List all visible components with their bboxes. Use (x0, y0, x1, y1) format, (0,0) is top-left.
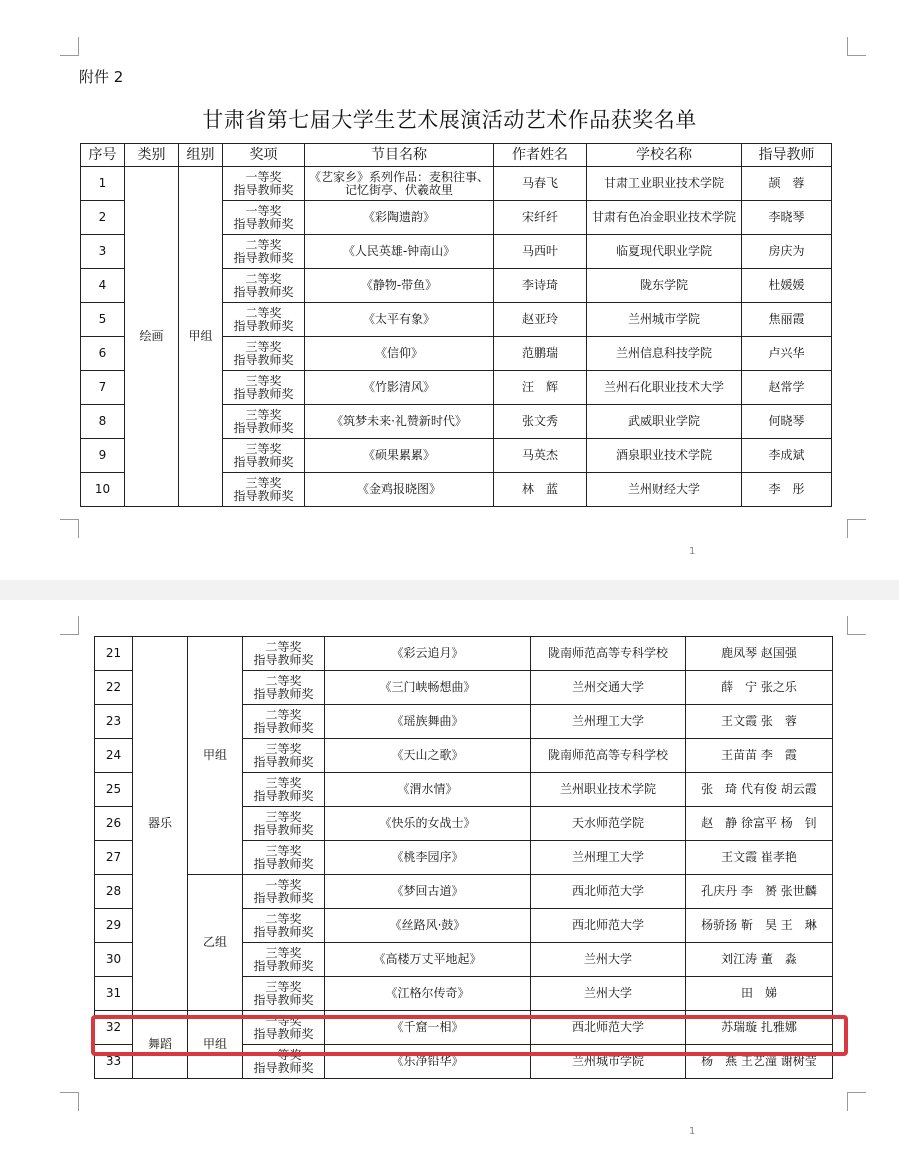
cell-group: 乙组 (188, 875, 243, 1011)
cell-teacher: 王文霞 张 蓉 (686, 705, 833, 739)
cell-award: 二等奖 指导教师奖 (243, 671, 325, 705)
cell-school: 兰州财经大学 (587, 473, 742, 507)
cell-award: 三等奖 指导教师奖 (243, 943, 325, 977)
table-row (95, 875, 833, 909)
cell-school: 兰州城市学院 (531, 1045, 686, 1079)
cell-work: 《天山之歌》 (325, 739, 531, 773)
crop-mark (847, 519, 866, 538)
cell-author: 范鹏瑞 (494, 337, 587, 371)
cell-no: 2 (81, 201, 125, 235)
cell-work: 《静物-带鱼》 (305, 269, 494, 303)
table-row (95, 637, 833, 671)
cell-school: 兰州理工大学 (531, 705, 686, 739)
cell-work: 《筑梦未来·礼赞新时代》 (305, 405, 494, 439)
cell-school: 武威职业学院 (587, 405, 742, 439)
cell-school: 陇南师范高等专科学校 (531, 739, 686, 773)
row-highlight-box (91, 1015, 848, 1056)
cell-school: 兰州职业技术学院 (531, 773, 686, 807)
cell-group: 甲组 (179, 167, 223, 507)
cell-author: 张文秀 (494, 405, 587, 439)
cell-work: 《艺家乡》系列作品：麦积往事、记忆街亭、伏羲故里 (305, 167, 494, 201)
cell-no: 4 (81, 269, 125, 303)
cell-award: 三等奖 指导教师奖 (243, 773, 325, 807)
crop-mark (60, 37, 79, 56)
award-table-1 (80, 143, 832, 507)
cell-work: 《彩陶遗韵》 (305, 201, 494, 235)
cell-teacher: 颉 蓉 (742, 167, 832, 201)
cell-school: 陇南师范高等专科学校 (531, 637, 686, 671)
cell-work: 《三门峡畅想曲》 (325, 671, 531, 705)
crop-mark (847, 1092, 866, 1111)
cell-award: 二等奖 指导教师奖 (243, 909, 325, 943)
cell-no: 31 (95, 977, 133, 1011)
cell-work: 《快乐的女战士》 (325, 807, 531, 841)
cell-award: 三等奖 指导教师奖 (223, 371, 305, 405)
cell-work: 《信仰》 (305, 337, 494, 371)
cell-work: 《丝路风·鼓》 (325, 909, 531, 943)
cell-school: 酒泉职业技术学院 (587, 439, 742, 473)
cell-teacher: 赵常学 (742, 371, 832, 405)
cell-teacher: 鹿凤琴 赵国强 (686, 637, 833, 671)
cell-award: 三等奖 指导教师奖 (243, 739, 325, 773)
cell-author: 马西叶 (494, 235, 587, 269)
cell-teacher: 房庆为 (742, 235, 832, 269)
cell-school: 兰州城市学院 (587, 303, 742, 337)
cell-teacher: 王文霞 崔孝艳 (686, 841, 833, 875)
cell-group: 甲组 (188, 637, 243, 875)
cell-no: 5 (81, 303, 125, 337)
header-school: 学校名称 (587, 144, 742, 167)
cell-award: 一等奖 指导教师奖 (243, 1045, 325, 1079)
table-row (81, 167, 832, 201)
cell-work: 《渭水情》 (325, 773, 531, 807)
cell-award: 二等奖 指导教师奖 (223, 269, 305, 303)
header-author: 作者姓名 (494, 144, 587, 167)
cell-teacher: 张 琦 代有俊 胡云霞 (686, 773, 833, 807)
cell-school: 兰州信息科技学院 (587, 337, 742, 371)
cell-award: 三等奖 指导教师奖 (223, 337, 305, 371)
cell-author: 马英杰 (494, 439, 587, 473)
cell-group: 甲组 (188, 1011, 243, 1079)
cell-teacher: 何晓琴 (742, 405, 832, 439)
crop-mark (60, 616, 79, 635)
cell-author: 马春飞 (494, 167, 587, 201)
cell-no: 9 (81, 439, 125, 473)
cell-school: 陇东学院 (587, 269, 742, 303)
cell-author: 赵亚玲 (494, 303, 587, 337)
cell-author: 宋纤纤 (494, 201, 587, 235)
cell-award: 二等奖 指导教师奖 (243, 705, 325, 739)
cell-teacher: 李晓琴 (742, 201, 832, 235)
cell-teacher: 卢兴华 (742, 337, 832, 371)
cell-work: 《竹影清风》 (305, 371, 494, 405)
cell-work: 《太平有象》 (305, 303, 494, 337)
crop-mark (847, 616, 866, 635)
cell-teacher: 杨骄扬 靳 昊 王 琳 (686, 909, 833, 943)
cell-school: 兰州理工大学 (531, 841, 686, 875)
cell-school: 甘肃有色冶金职业技术学院 (587, 201, 742, 235)
cell-author: 林 蓝 (494, 473, 587, 507)
cell-no: 24 (95, 739, 133, 773)
cell-no: 10 (81, 473, 125, 507)
crop-mark (60, 1092, 79, 1111)
cell-work: 《梦回古道》 (325, 875, 531, 909)
cell-school: 西北师范大学 (531, 875, 686, 909)
crop-mark (847, 37, 866, 56)
cell-teacher: 焦丽霞 (742, 303, 832, 337)
cell-school: 兰州大学 (531, 977, 686, 1011)
cell-work: 《江格尔传奇》 (325, 977, 531, 1011)
cell-no: 33 (95, 1045, 133, 1079)
header-group: 组别 (179, 144, 223, 167)
page-title: 甘肃省第七届大学生艺术展演活动艺术作品获奖名单 (202, 108, 697, 132)
cell-category: 舞蹈 (133, 1011, 188, 1079)
cell-work: 《硕果累累》 (305, 439, 494, 473)
cell-author: 李诗琦 (494, 269, 587, 303)
cell-teacher: 薛 宁 张之乐 (686, 671, 833, 705)
cell-no: 30 (95, 943, 133, 977)
cell-work: 《乐净铅华》 (325, 1045, 531, 1079)
cell-no: 23 (95, 705, 133, 739)
cell-work: 《高楼万丈平地起》 (325, 943, 531, 977)
cell-award: 三等奖 指导教师奖 (223, 473, 305, 507)
cell-work: 《彩云追月》 (325, 637, 531, 671)
cell-work: 《桃李园序》 (325, 841, 531, 875)
cell-teacher: 刘江涛 董 淼 (686, 943, 833, 977)
page-number: 1 (689, 1126, 696, 1137)
cell-award: 二等奖 指导教师奖 (223, 303, 305, 337)
cell-award: 二等奖 指导教师奖 (223, 235, 305, 269)
cell-no: 26 (95, 807, 133, 841)
cell-author: 汪 辉 (494, 371, 587, 405)
cell-school: 兰州石化职业技术大学 (587, 371, 742, 405)
document-page-1 (0, 0, 899, 580)
cell-school: 兰州大学 (531, 943, 686, 977)
cell-school: 甘肃工业职业技术学院 (587, 167, 742, 201)
document-page-2 (0, 600, 899, 1170)
cell-no: 29 (95, 909, 133, 943)
cell-award: 一等奖 指导教师奖 (243, 875, 325, 909)
cell-work: 《瑶族舞曲》 (325, 705, 531, 739)
cell-no: 3 (81, 235, 125, 269)
header-no: 序号 (81, 144, 125, 167)
cell-award: 一等奖 指导教师奖 (243, 1011, 325, 1045)
cell-teacher: 杜媛媛 (742, 269, 832, 303)
cell-no: 8 (81, 405, 125, 439)
cell-school: 临夏现代职业学院 (587, 235, 742, 269)
header-award: 奖项 (223, 144, 305, 167)
header-category: 类别 (125, 144, 179, 167)
cell-award: 三等奖 指导教师奖 (243, 841, 325, 875)
cell-school: 天水师范学院 (531, 807, 686, 841)
award-table-2 (94, 636, 833, 1079)
cell-no: 7 (81, 371, 125, 405)
cell-work: 《金鸡报晓图》 (305, 473, 494, 507)
cell-teacher: 田 娣 (686, 977, 833, 1011)
cell-no: 25 (95, 773, 133, 807)
cell-work: 《人民英雄-钟南山》 (305, 235, 494, 269)
cell-no: 1 (81, 167, 125, 201)
cell-award: 三等奖 指导教师奖 (243, 977, 325, 1011)
cell-teacher: 孔庆丹 李 赟 张世麟 (686, 875, 833, 909)
cell-school: 西北师范大学 (531, 1011, 686, 1045)
cell-school: 兰州交通大学 (531, 671, 686, 705)
cell-no: 21 (95, 637, 133, 671)
cell-category: 器乐 (133, 637, 188, 1011)
cell-teacher: 李 彤 (742, 473, 832, 507)
cell-school: 西北师范大学 (531, 909, 686, 943)
cell-teacher: 苏瑞璇 扎雅娜 (686, 1011, 833, 1045)
cell-award: 二等奖 指导教师奖 (243, 637, 325, 671)
cell-award: 三等奖 指导教师奖 (243, 807, 325, 841)
cell-no: 32 (95, 1011, 133, 1045)
header-work: 节目名称 (305, 144, 494, 167)
cell-no: 6 (81, 337, 125, 371)
cell-no: 28 (95, 875, 133, 909)
cell-award: 一等奖 指导教师奖 (223, 167, 305, 201)
annex-label: 附件 2 (79, 68, 124, 86)
cell-no: 27 (95, 841, 133, 875)
cell-teacher: 王苗苗 李 霞 (686, 739, 833, 773)
cell-award: 一等奖 指导教师奖 (223, 201, 305, 235)
cell-award: 三等奖 指导教师奖 (223, 405, 305, 439)
page-number: 1 (689, 546, 696, 557)
cell-teacher: 赵 静 徐富平 杨 钊 (686, 807, 833, 841)
cell-category: 绘画 (125, 167, 179, 507)
cell-work: 《千窟一相》 (325, 1011, 531, 1045)
cell-teacher: 杨 燕 王艺潼 谢树莹 (686, 1045, 833, 1079)
crop-mark (60, 519, 79, 538)
header-teacher: 指导教师 (742, 144, 832, 167)
cell-award: 三等奖 指导教师奖 (223, 439, 305, 473)
cell-no: 22 (95, 671, 133, 705)
cell-teacher: 李成斌 (742, 439, 832, 473)
